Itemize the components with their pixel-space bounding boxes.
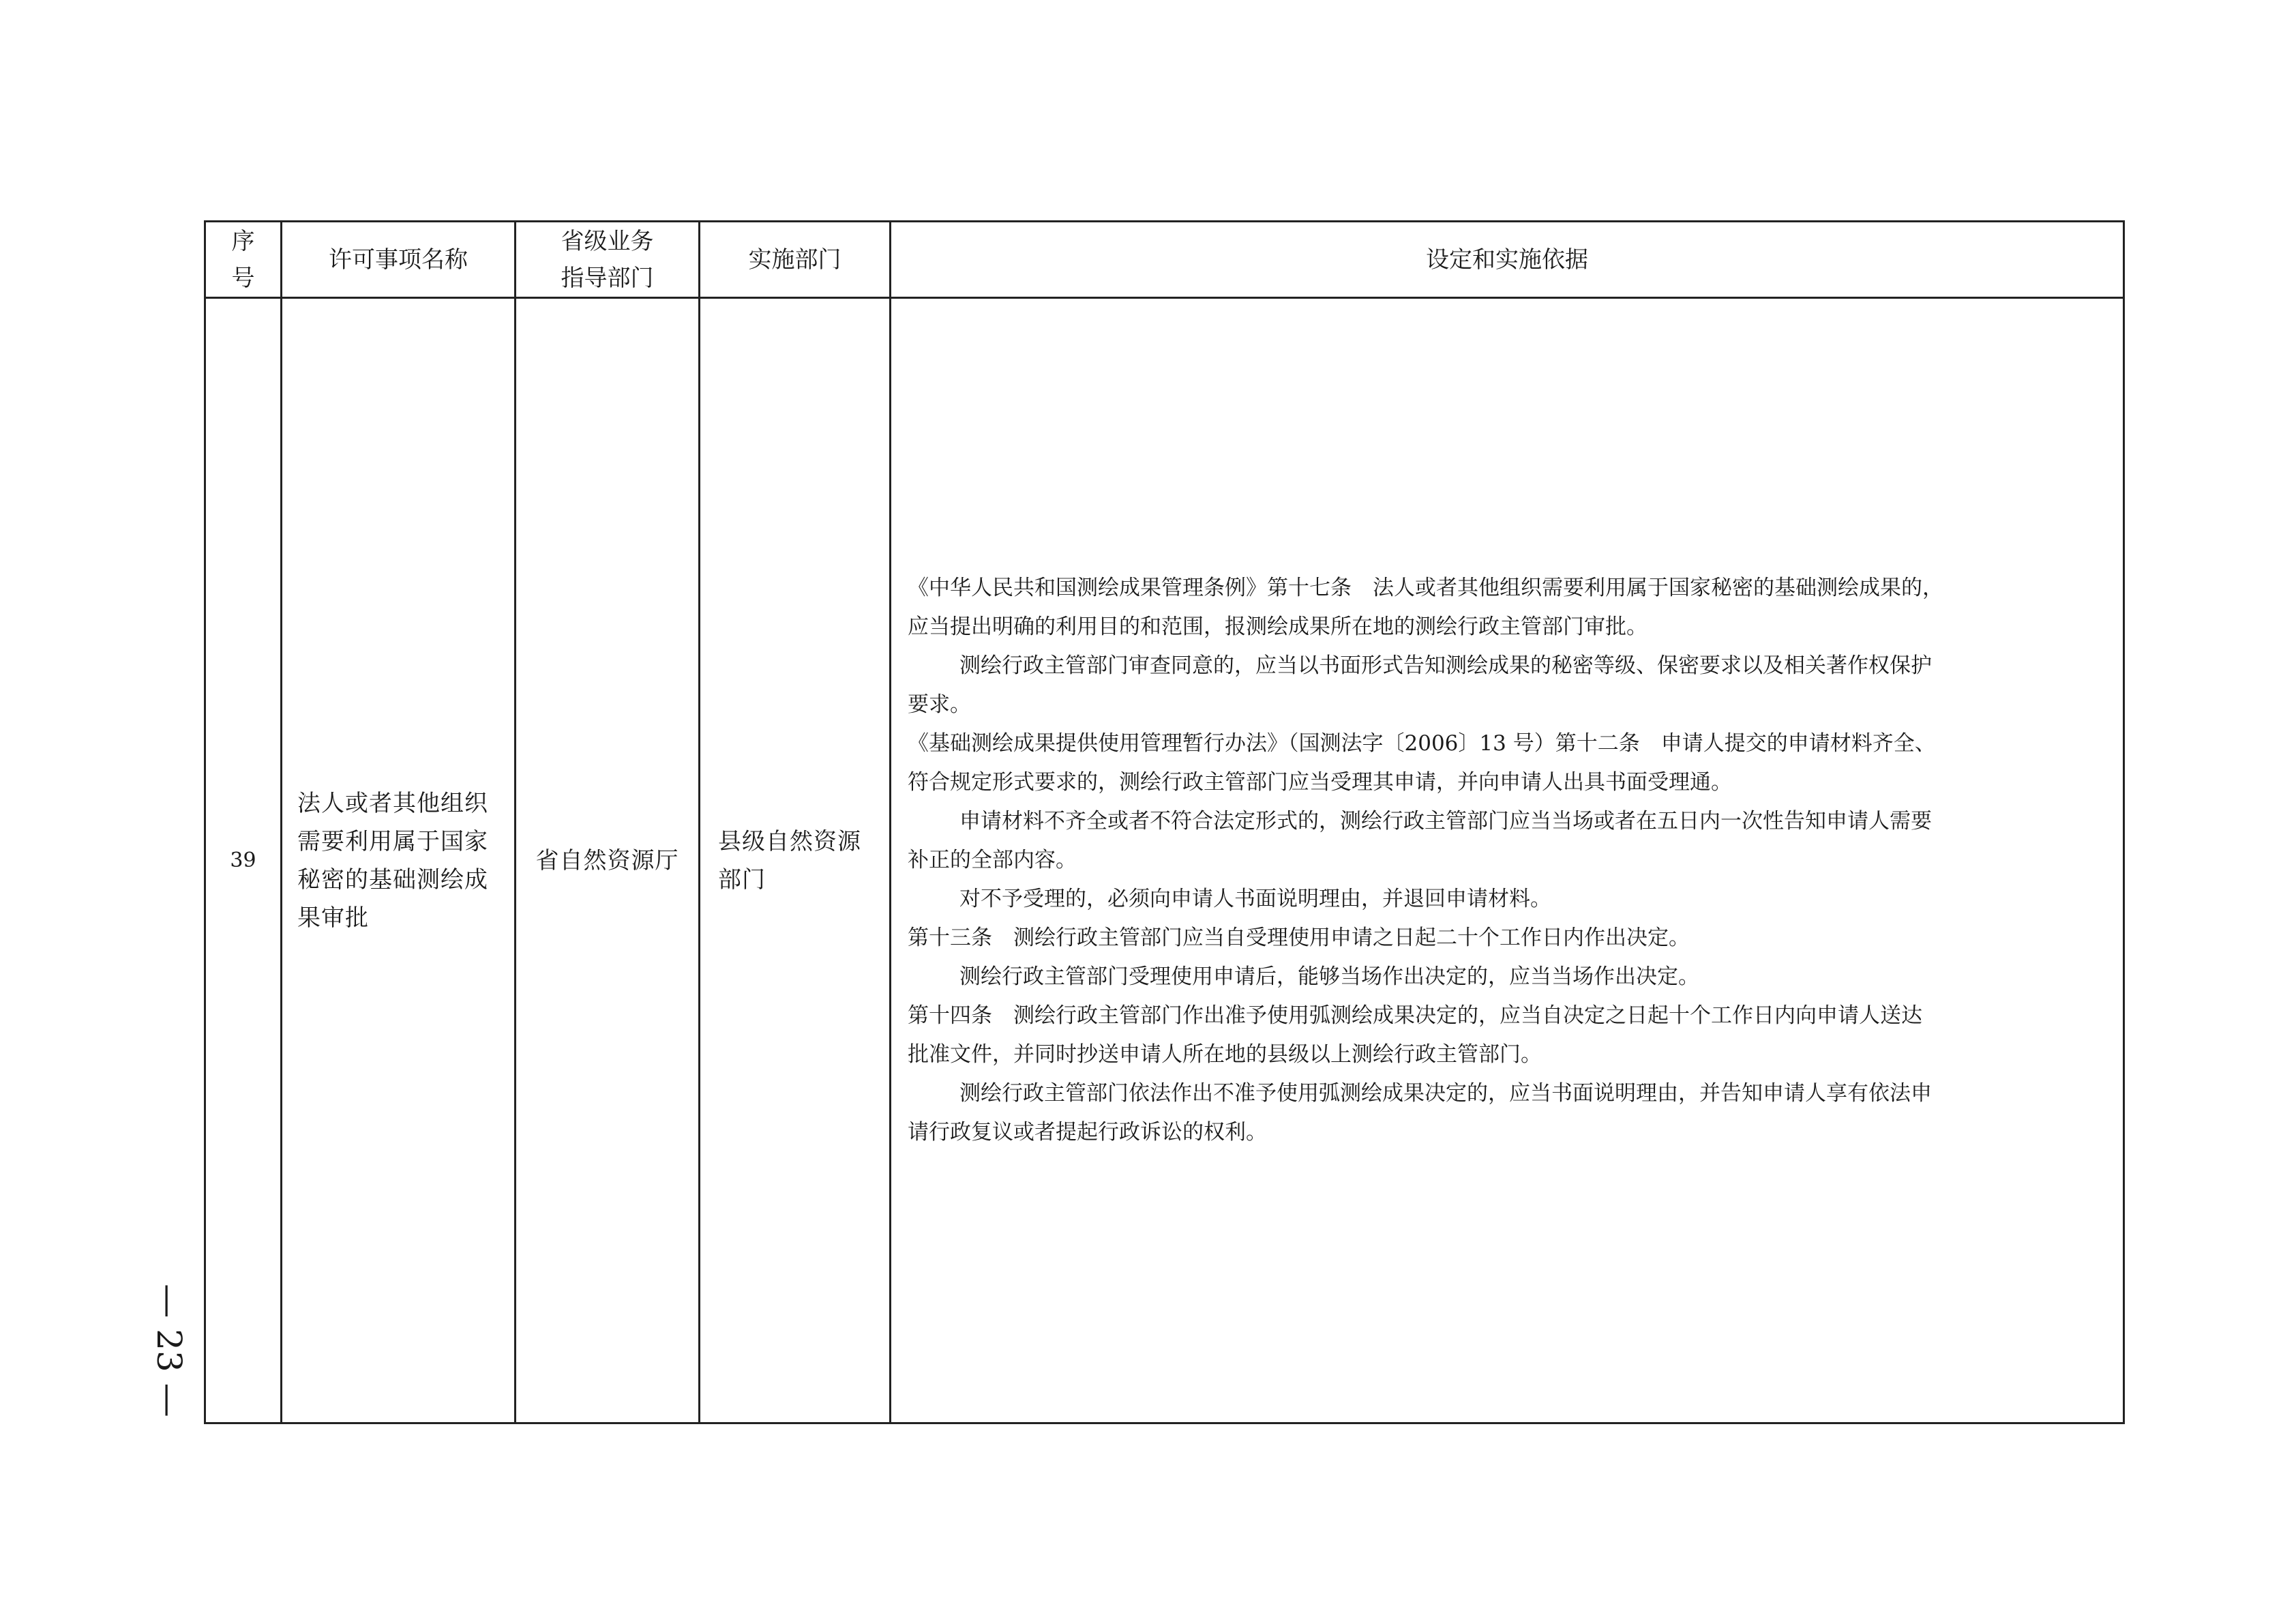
header-province-dept-line1: 省级业务 (561, 227, 654, 255)
basis-line: 对不予受理的，必须向申请人书面说明理由，并退回申请材料。 (959, 887, 1551, 911)
cell-item-name: 法人或者其他组织需要利用属于国家秘密的基础测绘成果审批 (282, 298, 516, 1423)
basis-line: 符合规定形式要求的，测绘行政主管部门应当受理其申请，并向申请人出具书面受理通。 (908, 770, 1732, 795)
basis-line: 测绘行政主管部门审查同意的，应当以书面形式告知测绘成果的秘密等级、保密要求以及相关著作权保护 (959, 653, 1932, 678)
basis-line: 应当提出明确的利用目的和范围，报测绘成果所在地的测绘行政主管部门审批。 (908, 615, 1648, 639)
cell-serial: 39 (205, 298, 282, 1423)
basis-line: 第十四条 测绘行政主管部门作出准予使用弧测绘成果决定的，应当自决定之日起十个工作日内向申请人送达 (908, 1003, 1922, 1028)
page-number: — 23 — (149, 1284, 189, 1417)
cell-implementing-dept: 县级自然资源部门 (700, 298, 891, 1423)
basis-line: 批准文件，并同时抄送申请人所在地的县级以上测绘行政主管部门。 (908, 1042, 1542, 1067)
basis-line: 补正的全部内容。 (908, 848, 1077, 872)
basis-line: 请行政复议或者提起行政诉讼的权利。 (908, 1120, 1267, 1145)
basis-line: 《基础测绘成果提供使用管理暂行办法》（国测法字〔2006〕13 号）第十二条 申请人提交的申请材料齐全、 (908, 731, 1936, 756)
basis-line: 要求。 (908, 692, 971, 717)
basis-line: 第十三条 测绘行政主管部门应当自受理使用申请之日起二十个工作日内作出决定。 (908, 926, 1690, 950)
cell-basis (891, 298, 2124, 1423)
permit-table (204, 220, 2125, 1424)
header-serial-line1: 序 (231, 227, 255, 255)
cell-province-dept: 省自然资源厅 (516, 298, 700, 1423)
header-serial (205, 222, 282, 298)
basis-line: 测绘行政主管部门受理使用申请后，能够当场作出决定的，应当当场作出决定。 (959, 964, 1699, 989)
header-basis: 设定和实施依据 (891, 222, 2124, 298)
header-province-dept (516, 222, 700, 298)
header-implementing-dept: 实施部门 (700, 222, 891, 298)
table-row (205, 298, 2124, 1423)
header-item-name: 许可事项名称 (282, 222, 516, 298)
basis-line: 申请材料不齐全或者不符合法定形式的，测绘行政主管部门应当当场或者在五日内一次性告知申请人需要 (959, 809, 1932, 833)
header-province-dept-line2: 指导部门 (561, 264, 654, 292)
basis-line: 《中华人民共和国测绘成果管理条例》第十七条 法人或者其他组织需要利用属于国家秘密的基础测绘成果的， (908, 576, 1943, 600)
header-serial-line2: 号 (231, 264, 255, 292)
basis-line: 测绘行政主管部门依法作出不准予使用弧测绘成果决定的，应当书面说明理由，并告知申请人享有依法申 (959, 1081, 1932, 1106)
table-header-row (205, 222, 2124, 298)
